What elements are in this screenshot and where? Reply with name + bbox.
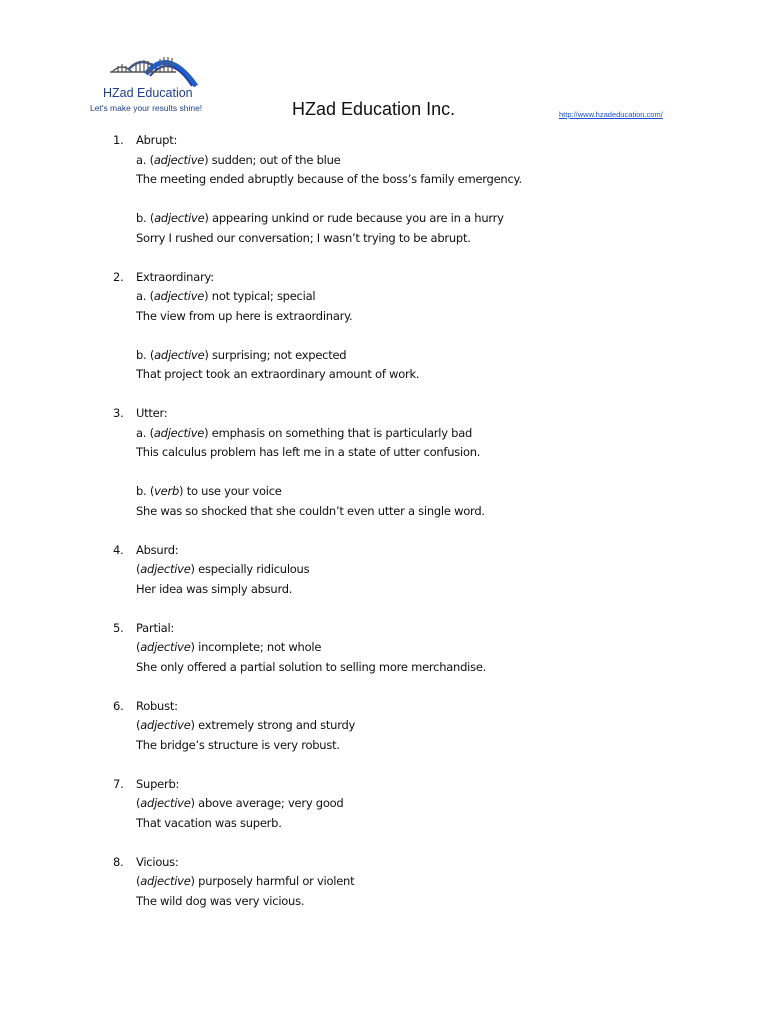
definition-line: (adjective) above average; very good: [136, 796, 344, 810]
entry-number: 3.: [113, 406, 124, 420]
sense-label: b.: [136, 484, 150, 498]
part-of-speech: adjective: [154, 211, 205, 225]
vocab-entry: [113, 697, 713, 756]
vocab-word: Abrupt:: [136, 133, 178, 147]
entry-number: 8.: [113, 854, 124, 869]
part-of-speech: adjective: [140, 640, 191, 654]
definition-line: (adjective) especially ridiculous: [136, 562, 310, 576]
example-sentence: The view from up here is extraordinary.: [136, 308, 353, 323]
logo-tagline: Let's make your results shine!: [90, 103, 203, 113]
website-link[interactable]: http://www.hzadeducation.com/: [559, 110, 663, 119]
part-of-speech: adjective: [153, 152, 205, 167]
part-of-speech: adjective: [140, 796, 191, 810]
definition-line: (adjective) incomplete; not whole: [136, 640, 322, 654]
vocab-word: Extraordinary:: [136, 269, 214, 284]
vocab-entry: [113, 775, 713, 834]
part-of-speech: adjective: [140, 874, 191, 888]
vocab-word: Partial:: [136, 620, 175, 635]
sense-label: a.: [136, 152, 150, 167]
example-sentence: The bridge’s structure is very robust.: [136, 737, 340, 752]
vocab-entry: [113, 131, 713, 248]
vocab-word: Vicious:: [136, 854, 179, 869]
part-of-speech: adjective: [140, 718, 191, 732]
vocab-entry: [113, 541, 713, 600]
definition-text: extremely strong and sturdy: [194, 718, 356, 732]
example-sentence: This calculus problem has left me in a state of utter confusion.: [136, 445, 481, 459]
vocab-word: Superb:: [136, 776, 180, 791]
logo-name: HZad Education: [103, 86, 193, 100]
example-sentence: She only offered a partial solution to selling more merchandise.: [136, 659, 487, 674]
entry-number: 6.: [113, 698, 124, 713]
vocab-word: Absurd:: [136, 542, 179, 557]
sense-label: b.: [136, 211, 150, 225]
entry-number: 5.: [113, 620, 124, 635]
example-sentence: Her idea was simply absurd.: [136, 581, 293, 596]
sense-label: b.: [136, 347, 150, 362]
definition-line: (adjective) purposely harmful or violent: [136, 874, 355, 888]
definition-line: b. (adjective) surprising; not expected: [136, 347, 347, 362]
entry-number: 2.: [113, 269, 124, 284]
example-sentence: The meeting ended abruptly because of the boss’s family emergency.: [136, 172, 522, 186]
sense-label: a.: [136, 425, 150, 440]
example-sentence: That project took an extraordinary amount of work.: [136, 367, 420, 381]
definition-text: surprising; not expected: [208, 347, 347, 362]
vocab-entry: [113, 268, 713, 385]
part-of-speech: adjective: [140, 562, 191, 576]
vocab-entry: [113, 619, 713, 678]
example-sentence: That vacation was superb.: [136, 815, 282, 830]
entry-number: 4.: [113, 542, 124, 557]
vocab-word: Utter:: [136, 406, 168, 420]
example-sentence: She was so shocked that she couldn’t even utter a single word.: [136, 503, 485, 518]
definition-text: incomplete; not whole: [194, 640, 322, 654]
definition-line: a. (adjective) emphasis on something that is particularly bad: [136, 425, 473, 440]
sense-spacer: [136, 463, 713, 483]
example-sentence: Sorry I rushed our conversation; I wasn’t trying to be abrupt.: [136, 230, 471, 245]
part-of-speech: verb: [154, 484, 180, 498]
definition-line: (adjective) extremely strong and sturdy: [136, 718, 356, 732]
document-title: HZad Education Inc.: [292, 99, 456, 119]
definition-line: a. (adjective) not typical; special: [136, 289, 316, 303]
vocabulary-list: [113, 131, 713, 931]
definition-text: especially ridiculous: [194, 562, 310, 576]
definition-text: purposely harmful or violent: [194, 874, 355, 888]
company-logo: [88, 50, 212, 116]
definition-text: appearing unkind or rude because you are in a hurry: [208, 211, 504, 225]
definition-text: above average; very good: [194, 796, 344, 810]
sense-label: a.: [136, 289, 150, 303]
definition-text: emphasis on something that is particularly bad: [208, 425, 473, 440]
definition-text: sudden; out of the blue: [208, 152, 341, 167]
definition-line: b. (verb) to use your voice: [136, 484, 282, 498]
bridge-logo-icon: [110, 50, 198, 88]
entry-number: 1.: [113, 133, 124, 147]
definition-line: a. (adjective) sudden; out of the blue: [136, 152, 341, 167]
definition-text: to use your voice: [183, 484, 282, 498]
part-of-speech: adjective: [153, 425, 205, 440]
example-sentence: The wild dog was very vicious.: [136, 893, 305, 908]
sense-spacer: [136, 326, 713, 346]
vocab-entry: [113, 853, 713, 912]
vocab-entry: [113, 404, 713, 521]
entry-number: 7.: [113, 776, 124, 791]
vocab-word: Robust:: [136, 698, 178, 713]
sense-spacer: [136, 190, 713, 210]
definition-line: b. (adjective) appearing unkind or rude because you are in a hurry: [136, 211, 504, 225]
part-of-speech: adjective: [153, 289, 205, 303]
definition-text: not typical; special: [208, 289, 316, 303]
part-of-speech: adjective: [154, 347, 205, 362]
